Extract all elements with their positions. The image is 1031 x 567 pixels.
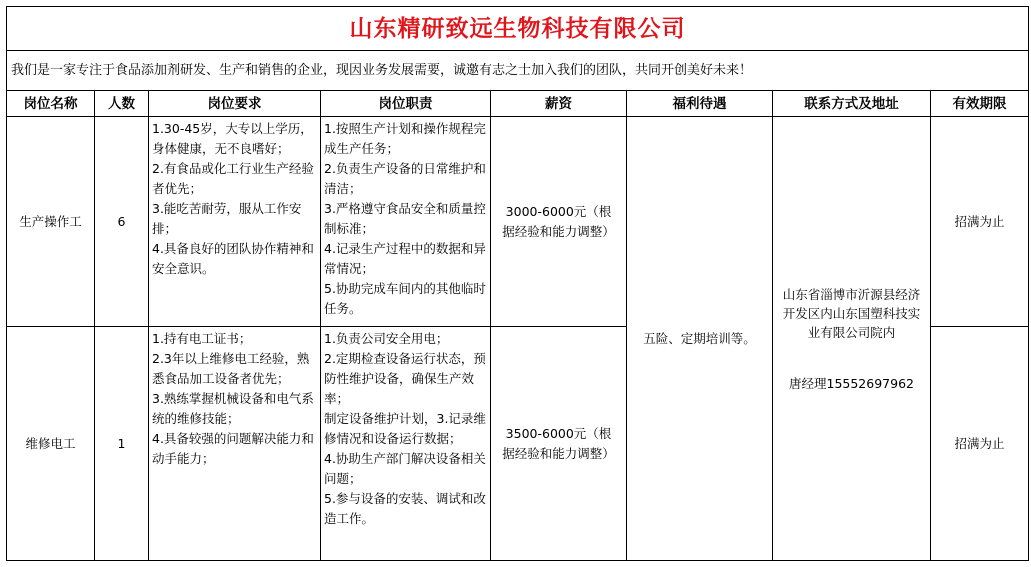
duty-line: 2.定期检查设备运行状态，预防性维护设备，确保生产效率； <box>324 351 486 406</box>
job-duties <box>321 117 491 327</box>
duty-line: 3.严格遵守食品安全和质量控制标准； <box>324 201 486 236</box>
duty-line: 1.按照生产计划和操作规程完成生产任务； <box>324 121 486 156</box>
company-title: 山东精研致远生物科技有限公司 <box>7 7 1029 51</box>
contact-address: 山东省淄博市沂源县经济开发区内山东国塑科技实业有限公司院内 <box>782 286 921 340</box>
job-table <box>6 6 1029 561</box>
header-position-name: 岗位名称 <box>7 91 95 117</box>
job-count: 6 <box>95 117 149 327</box>
requirement-line: 3.熟练掌握机械设备和电气系统的维修技能； <box>152 391 314 426</box>
job-salary: 3500-6000元（根据经验和能力调整） <box>491 327 627 561</box>
header-benefits: 福利待遇 <box>627 91 773 117</box>
requirement-line: 2.3年以上维修电工经验，熟悉食品加工设备者优先； <box>152 351 310 386</box>
job-count: 1 <box>95 327 149 561</box>
duty-line: 4.协助生产部门解决设备相关问题； <box>324 451 486 486</box>
duty-line: 5.协助完成车间内的其他临时任务。 <box>324 281 486 316</box>
header-contact: 联系方式及地址 <box>773 91 931 117</box>
header-duties: 岗位职责 <box>321 91 491 117</box>
benefits-cell: 五险、定期培训等。 <box>627 117 773 561</box>
duty-line: 4.记录生产过程中的数据和异常情况； <box>324 241 486 276</box>
job-requirements <box>149 327 321 561</box>
intro-text: 我们是一家专注于食品添加剂研发、生产和销售的企业，现因业务发展需要，诚邀有志之士加入我们的团队，共同开创美好未来！ <box>7 51 1029 91</box>
header-salary: 薪资 <box>491 91 627 117</box>
job-salary: 3000-6000元（根据经验和能力调整） <box>491 117 627 327</box>
header-row <box>7 91 1029 117</box>
requirement-line: 3.能吃苦耐劳，服从工作安排； <box>152 201 302 236</box>
duty-line: 5.参与设备的安装、调试和改造工作。 <box>324 491 486 526</box>
requirement-line: 1.持有电工证书； <box>152 331 252 346</box>
header-validity: 有效期限 <box>931 91 1029 117</box>
duty-line: 1.负责公司安全用电； <box>324 331 449 346</box>
requirement-line: 4.具备良好的团队协作精神和安全意识。 <box>152 241 314 276</box>
job-duties <box>321 327 491 561</box>
job-requirements <box>149 117 321 327</box>
duty-line: 2.负责生产设备的日常维护和清洁； <box>324 161 486 196</box>
header-requirements: 岗位要求 <box>149 91 321 117</box>
table-row <box>7 117 1029 327</box>
requirement-line: 4.具备较强的问题解决能力和动手能力； <box>152 431 314 466</box>
requirement-line: 1.30-45岁，大专以上学历，身体健康，无不良嗜好； <box>152 121 313 156</box>
job-name: 生产操作工 <box>7 117 95 327</box>
contact-phone: 唐经理15552697962 <box>789 375 914 391</box>
contact-cell <box>773 117 931 561</box>
job-name: 维修电工 <box>7 327 95 561</box>
requirement-line: 2.有食品或化工行业生产经验者优先； <box>152 161 314 196</box>
job-validity: 招满为止 <box>931 327 1029 561</box>
header-headcount: 人数 <box>95 91 149 117</box>
job-validity: 招满为止 <box>931 117 1029 327</box>
duty-line: 制定设备维护计划，3.记录维修情况和设备运行数据； <box>324 411 486 446</box>
